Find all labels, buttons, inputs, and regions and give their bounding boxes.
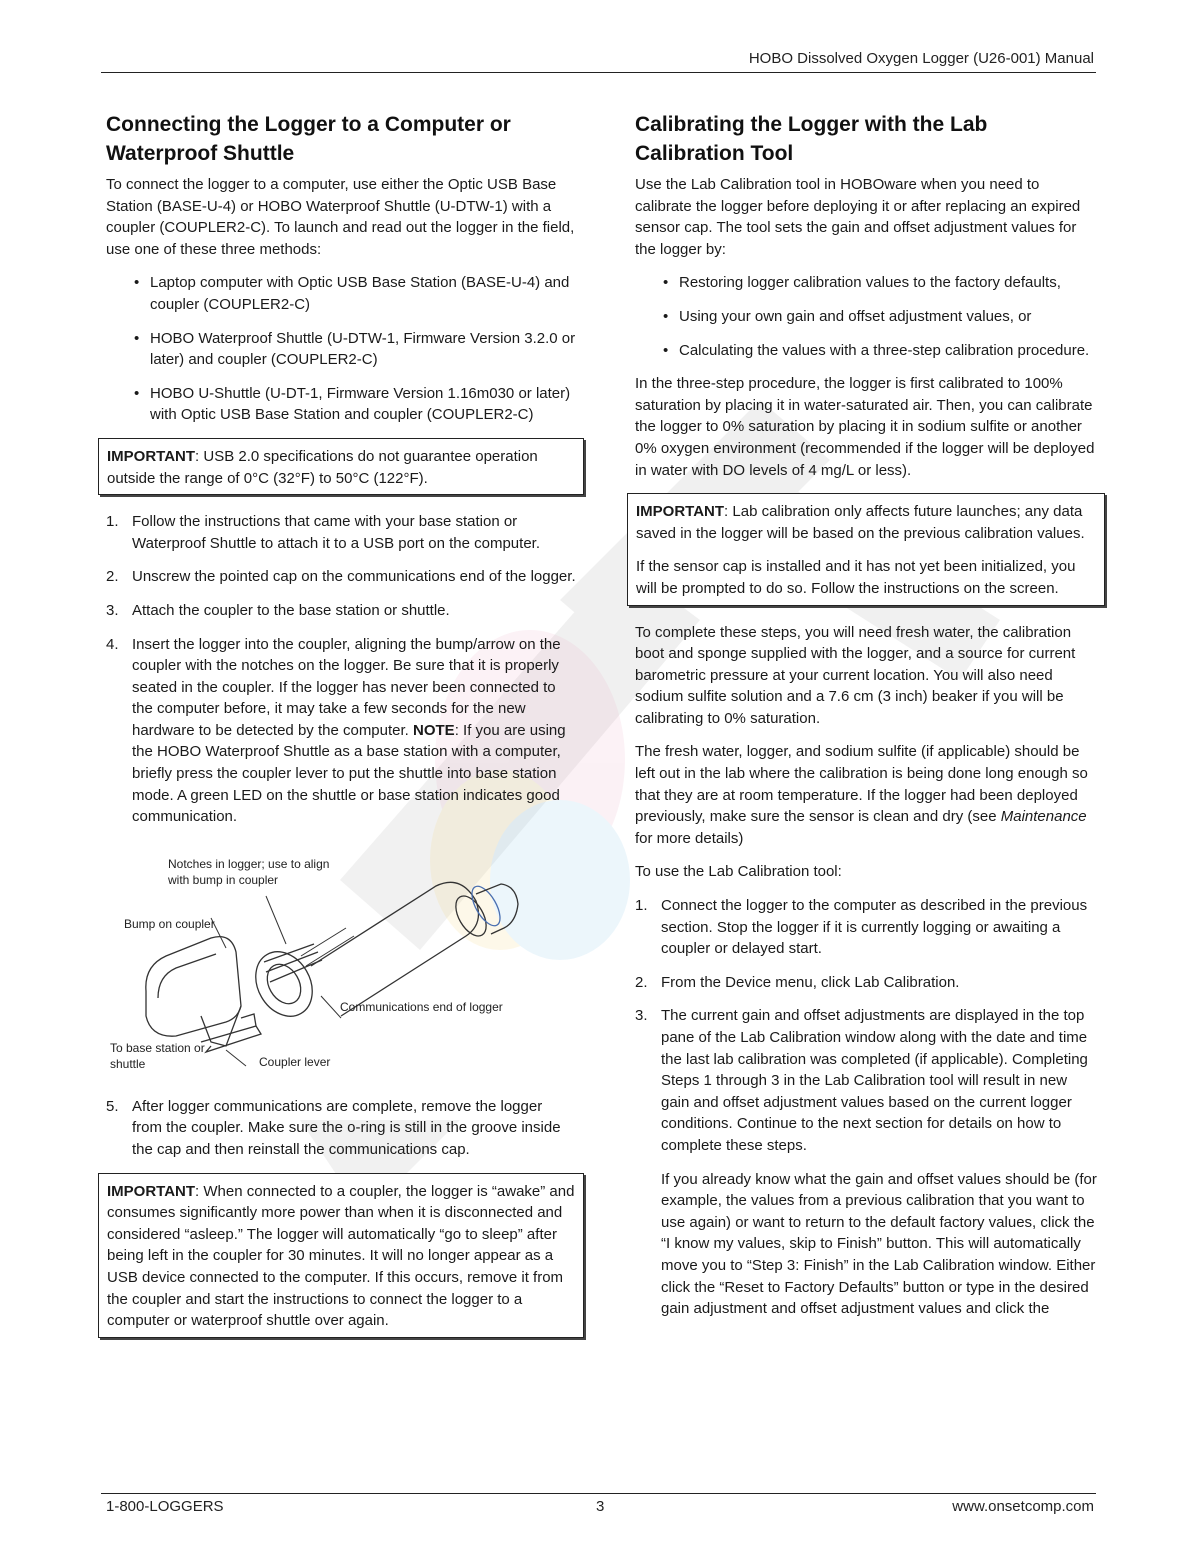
- room-temperature-paragraph: [635, 741, 1097, 849]
- important-label: IMPORTANT: [636, 503, 725, 521]
- step-number: 1.: [106, 513, 119, 531]
- section-heading-connecting: Connecting the Logger to a Computer or Waterproof Shuttle: [106, 113, 511, 165]
- list-item: [106, 511, 576, 554]
- important-text: : USB 2.0 specifications do not guarantee operation outside the range of 0°C (32°F) to 50°C (122°F).: [107, 447, 538, 487]
- callout-notches: Notches in logger; use to align with bump in coupler: [168, 856, 330, 887]
- important-text-sensor-cap: If the sensor cap is installed and it has not yet been initialized, you will be prompted to do so. Follow the instructions on the screen.: [636, 558, 1076, 597]
- connection-methods-list: [106, 272, 576, 426]
- list-item: [635, 1005, 1097, 1319]
- callout-base: To base station or shuttle: [110, 1040, 205, 1071]
- requirements-paragraph: To complete these steps, you will need fresh water, the calibration boot and sponge supplied with the logger, and a source for current barometric pressure at your current location. You will also need sodium sulfite solution and a 7.6 cm (3 inch) beaker if you will be calibrating to 0% saturation.: [635, 623, 1076, 727]
- connecting-intro: To connect the logger to a computer, use either the Optic USB Base Station (BASE-U-4) or HOBO Waterproof Shuttle (U-DTW-1) with a coupler (COUPLER2-C). To launch and read out the logger in the field, use one of these three methods:: [106, 176, 575, 258]
- list-item: [106, 566, 576, 588]
- important-note-lab-calibration: [627, 493, 1105, 605]
- step-number: 1.: [635, 897, 648, 915]
- paragraph-text: The fresh water, logger, and sodium sulfite (if applicable) should be left out in the lab where the calibration is being done long enough so that they are at room temperature. If the logger had been deployed previously, make sure the sensor is clean and dry (see: [635, 743, 1088, 826]
- footer-website[interactable]: www.onsetcomp.com: [952, 1498, 1094, 1515]
- step-number: 4.: [106, 635, 119, 653]
- step-text: : If you are using the HOBO Waterproof Shuttle as a base station with a computer, briefly press the coupler lever to put the shuttle into base station mode. A green LED on the shuttle or base station indicates good communication.: [132, 721, 566, 826]
- footer-phone: 1-800-LOGGERS: [106, 1498, 224, 1515]
- list-item: • Laptop computer with Optic USB Base Station (BASE-U-4) and coupler (COUPLER2-C): [150, 272, 576, 315]
- important-note-coupler-power: [98, 1173, 584, 1338]
- right-column: [635, 110, 1097, 1332]
- to-use-paragraph: To use the Lab Calibration tool:: [635, 863, 842, 881]
- list-item: • HOBO U-Shuttle (U-DT-1, Firmware Version 1.16m030 or later) with Optic USB Base Station and coupler (COUPLER2-C): [150, 383, 576, 426]
- step-number: 3.: [106, 601, 119, 619]
- step-text: Attach the coupler to the base station or shuttle.: [132, 601, 450, 619]
- section-heading-calibrating: Calibrating the Logger with the Lab Calibration Tool: [635, 113, 988, 165]
- connect-steps-list: [106, 511, 576, 828]
- step-number: 5.: [106, 1097, 119, 1115]
- list-item: • Calculating the values with a three-step calibration procedure.: [679, 340, 1097, 362]
- step-text: After logger communications are complete, remove the logger from the coupler. Make sure the o-ring is still in the groove inside the cap and then reinstall the communications cap.: [132, 1097, 561, 1159]
- step-text: The current gain and offset adjustments are displayed in the top pane of the Lab Calibration window along with the date and time the last lab calibration was completed (if applicable). Completing Steps 1 through 3 in the Lab Calibration tool will result in new gain and offset adjustment values based on the current logger conditions. Continue to the next section for details on how to complete these steps.: [661, 1007, 1088, 1154]
- list-item: [106, 600, 576, 622]
- important-text: : Lab calibration only affects future launches; any data saved in the logger will be based on the previous calibration values.: [636, 503, 1085, 542]
- callout-lever: Coupler lever: [259, 1054, 331, 1069]
- header-title: HOBO Dissolved Oxygen Logger (U26-001) Manual: [748, 50, 1094, 67]
- callout-comm-end: Communications end of logger: [340, 999, 503, 1014]
- three-step-paragraph: In the three-step procedure, the logger is first calibrated to 100% saturation by placing it in water-saturated air. Then, you can calibrate the logger to 0% saturation by placing it in sodium sulfite or another 0% oxygen environment (recommended if the logger will be deployed in water with DO levels of 4 mg/L or less).: [635, 375, 1095, 479]
- step-text: Connect the logger to the computer as described in the previous section. Stop the logger if it is currently logging or awaiting a coupler or delayed start.: [661, 897, 1088, 958]
- step-number: 2.: [106, 568, 119, 586]
- list-item: • Restoring logger calibration values to the factory defaults,: [679, 272, 1097, 294]
- connect-steps-list-continued: [106, 1096, 576, 1161]
- coupler-diagram: [106, 856, 576, 1086]
- step-text: Follow the instructions that came with your base station or Waterproof Shuttle to attach it to a USB port on the computer.: [132, 513, 540, 552]
- list-item: [106, 1096, 576, 1161]
- step-text: From the Device menu, click Lab Calibration.: [661, 973, 960, 991]
- step-number: 3.: [635, 1007, 648, 1025]
- paragraph-text: for more details): [635, 829, 744, 847]
- note-label: NOTE: [413, 721, 455, 739]
- header-rule: [101, 72, 1096, 73]
- important-text: : When connected to a coupler, the logger is “awake” and consumes significantly more power than when it is disconnected and considered “asleep.” The logger will automatically “go to sleep” after being left in the coupler for 30 minutes. It will no longer appear as a USB device connected to the computer. If this occurs, remove it from the coupler and start the instructions to connect the logger to a computer or waterproof shuttle over again.: [107, 1182, 575, 1330]
- list-item: • Using your own gain and offset adjustment values, or: [679, 306, 1097, 328]
- important-label: IMPORTANT: [107, 1182, 196, 1200]
- step-text: Unscrew the pointed cap on the communications end of the logger.: [132, 568, 576, 586]
- list-item: • HOBO Waterproof Shuttle (U-DTW-1, Firmware Version 3.2.0 or later) and coupler (COUPLER2-C): [150, 328, 576, 371]
- calibration-steps-list: [635, 895, 1097, 1320]
- page-number: 3: [596, 1498, 605, 1515]
- known-values-paragraph: If you already know what the gain and offset values should be (for example, the values from a previous calibration that you want to use again) or want to return to the default factory values, click the “I know my values, skip to Finish” button. This will automatically move you to “Step 3: Finish” in the Lab Calibration window. Either click the “Reset to Factory Defaults” button or type in the desired gain adjustment and offset adjustment values and click the: [661, 1170, 1097, 1318]
- left-column: [106, 110, 576, 1354]
- calibrating-intro: Use the Lab Calibration tool in HOBOware when you need to calibrate the logger before deploying it or after replacing an expired sensor cap. The tool sets the gain and offset adjustment values for the logger by:: [635, 176, 1081, 258]
- important-note-usb: [98, 438, 584, 495]
- maintenance-reference: Maintenance: [1000, 808, 1087, 826]
- important-label: IMPORTANT: [107, 447, 196, 465]
- step-number: 2.: [635, 973, 648, 991]
- calibration-options-list: [635, 272, 1097, 361]
- step-text: Insert the logger into the coupler, aligning the bump/arrow on the coupler with the notches on the logger. Be sure that it is properly seated in the coupler. If the logger has never been connected to the computer before, it may take a few seconds for the new hardware to be detected by the computer.: [132, 635, 561, 739]
- list-item: [635, 895, 1097, 960]
- callout-bump: Bump on coupler: [124, 916, 215, 931]
- list-item: [106, 634, 576, 828]
- list-item: [635, 972, 1097, 994]
- footer-rule: [101, 1493, 1096, 1494]
